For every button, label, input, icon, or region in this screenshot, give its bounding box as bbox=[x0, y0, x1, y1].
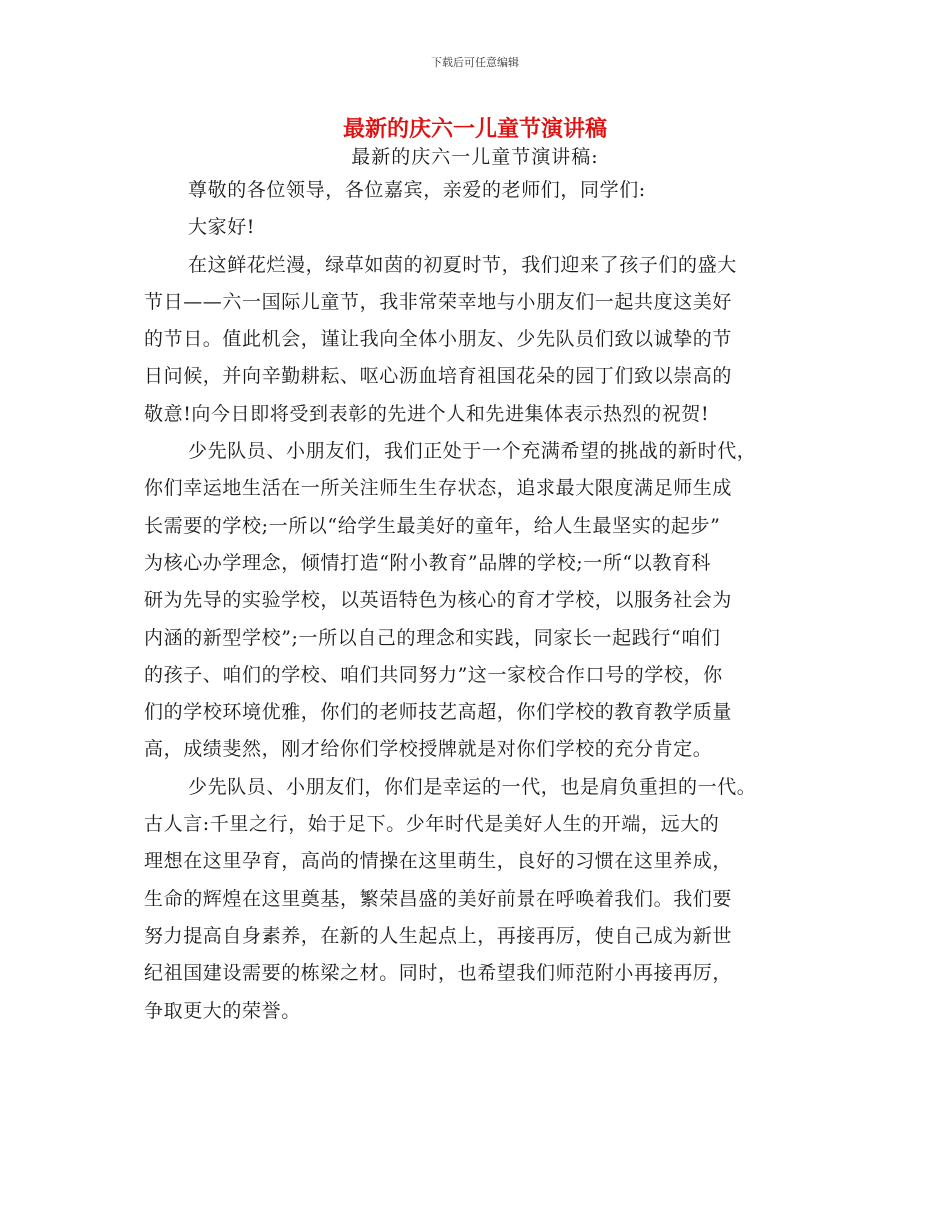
text-line: 你们幸运地生活在一所关注师生生存状态，追求最大限度满足师生成 bbox=[144, 477, 733, 500]
text-line: 长需要的学校;一所以“给学生最美好的童年，给人生最坚实的起步” bbox=[144, 514, 721, 537]
text-line: 在这鲜花烂漫，绿草如茵的初夏时节，我们迎来了孩子们的盛大 bbox=[188, 253, 737, 276]
document-title: 最新的庆六一儿童节演讲稿 bbox=[342, 116, 607, 142]
text-line: 理想在这里孕育，高尚的情操在这里萌生，良好的习惯在这里养成， bbox=[144, 850, 733, 873]
text-line: 内涵的新型学校”;一所以自己的理念和实践，同家长一起践行“咱们 bbox=[144, 626, 721, 649]
text-line: 高，成绩斐然，刚才给你们学校授牌就是对你们学校的充分肯定。 bbox=[144, 738, 713, 761]
text-line: 纪祖国建设需要的栋梁之材。同时，也希望我们师范附小再接再厉， bbox=[144, 962, 733, 985]
text-line: 日问候，并向辛勤耕耘、呕心沥血培育祖国花朵的园丁们致以崇高的 bbox=[144, 365, 733, 388]
text-line: 古人言:千里之行，始于足下。少年时代是美好人生的开端，远大的 bbox=[144, 813, 720, 836]
text-line: 节日——六一国际儿童节，我非常荣幸地与小朋友们一起共度这美好 bbox=[144, 290, 733, 313]
text-line: 生命的辉煌在这里奠基，繁荣昌盛的美好前景在呼唤着我们。我们要 bbox=[144, 887, 733, 910]
text-line: 们的学校环境优雅，你们的老师技艺高超，你们学校的教育教学质量 bbox=[144, 701, 733, 724]
text-line: 敬意!向今日即将受到表彰的先进个人和先进集体表示热烈的祝贺! bbox=[144, 402, 710, 425]
text-line: 研为先导的实验学校，以英语特色为核心的育才学校，以服务社会为 bbox=[144, 589, 733, 612]
header-note: 下载后可任意编辑 bbox=[431, 56, 519, 69]
text-line: 努力提高自身素养，在新的人生起点上，再接再厉，使自己成为新世 bbox=[144, 924, 733, 947]
text-line: 尊敬的各位领导，各位嘉宾，亲爱的老师们，同学们: bbox=[188, 179, 646, 201]
document-subtitle: 最新的庆六一儿童节演讲稿: bbox=[351, 146, 599, 168]
text-line: 少先队员、小朋友们，我们正处于一个充满希望的挑战的新时代， bbox=[188, 440, 757, 463]
text-line: 的节日。值此机会，谨让我向全体小朋友、少先队员们致以诚挚的节 bbox=[144, 328, 733, 351]
text-line: 争取更大的荣誉。 bbox=[144, 999, 301, 1022]
text-line: 大家好! bbox=[188, 216, 256, 239]
text-line: 少先队员、小朋友们，你们是幸运的一代，也是肩负重担的一代。 bbox=[188, 775, 757, 798]
document-body bbox=[144, 172, 809, 1030]
text-line: 的孩子、咱们的学校、咱们共同努力”这一家校合作口号的学校，你 bbox=[144, 663, 723, 686]
text-line: 为核心办学理念，倾情打造“附小教育”品牌的学校;一所“以教育科 bbox=[144, 551, 712, 574]
